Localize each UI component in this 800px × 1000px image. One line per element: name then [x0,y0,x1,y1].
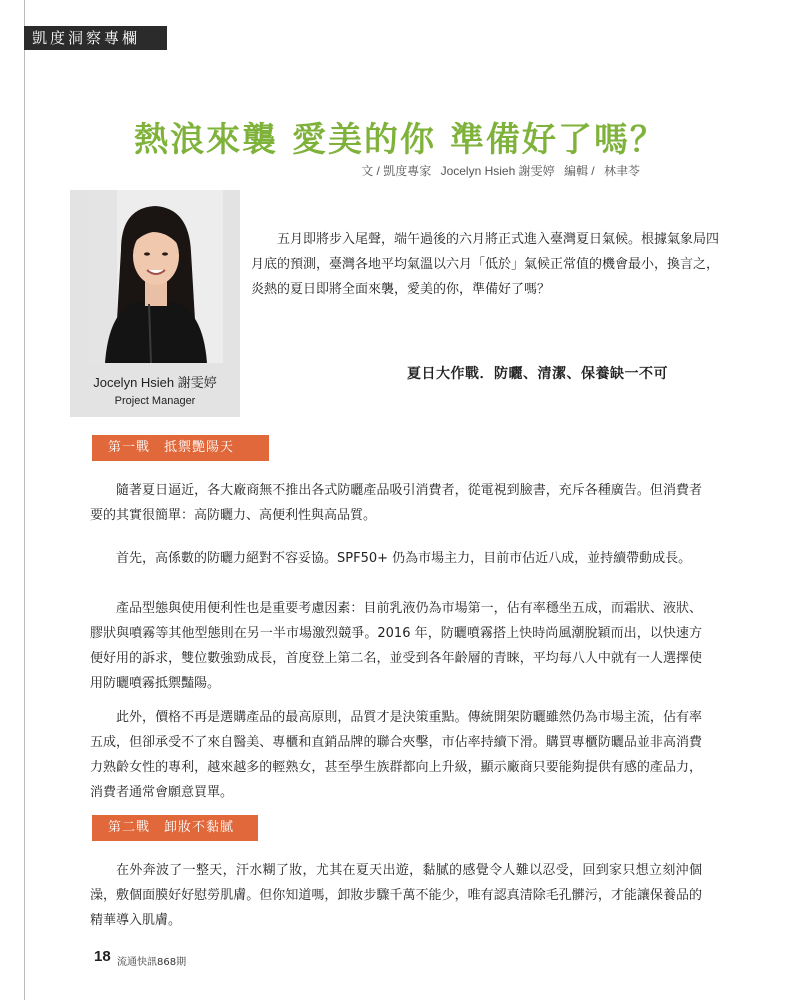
profile-name: Jocelyn Hsieh 謝雯婷 [93,375,217,390]
author-name: Jocelyn Hsieh 謝雯婷 [440,164,555,178]
author-portrait-illustration [87,190,223,363]
column-tag: 凱度洞察專欄 [24,26,167,50]
article-title: 熱浪來襲 愛美的你 準備好了嗎？ [134,120,666,160]
profile-role: Project Manager [114,395,196,407]
page-number: 18 [94,948,111,965]
section-1-paragraph-1: 隨著夏日逼近，各大廠商無不推出各式防曬產品吸引消費者，從電視到臉書，充斥各種廣告。但消費者要的其實很簡單：高防曬力、高便利性與高品質。 [90,483,702,523]
publication-name: 流通快訊868期 [117,957,187,968]
section-1-paragraph-4: 此外，價格不再是選購產品的最高原則，品質才是決策重點。傳統開架防曬雖然仍為市場主流，佔有率五成，但卻承受不了來自醫美、專櫃和直銷品牌的聯合夾擊，市佔率持續下滑。購買專櫃防曬品並非高消費力熟齡女性的專利，越來越多的輕熟女，甚至學生族群都向上升級，顯示廠商只要能夠提供有感的產品力，消費者通常會願意買單。 [90,710,702,800]
author-photo [87,190,223,363]
section-2-paragraph-1: 在外奔波了一整天，汗水糊了妝，尤其在夏天出遊，黏膩的感覺令人難以忍受，回到家只想立刻沖個澡，敷個面膜好好慰勞肌膚。但你知道嗎，卸妝步驟千萬不能少，唯有認真清除毛孔髒污，才能讓保養品的精華導入肌膚。 [90,863,702,928]
editor-label: 編輯 / [563,164,595,178]
section-subhead: 夏日大作戰．防曬、清潔、保養缺一不可 [407,366,668,382]
author-label: 文 / 凱度專家 [361,164,432,178]
editor-name: 林聿苓 [603,164,640,178]
byline [355,162,640,179]
author-profile-card [70,190,240,417]
section-1-paragraph-2: 首先，高係數的防曬力絕對不容妥協。SPF50+ 仍為市場主力，目前市佔近八成，並持續帶動成長。 [116,551,692,566]
section-1-paragraph-3: 產品型態與使用便利性也是重要考慮因素：目前乳液仍為市場第一，佔有率穩坐五成，而霜狀、液狀、膠狀與噴霧等其他型態則在另一半市場激烈競爭。2016 年，防曬噴霧搭上快時尚風潮脫穎而出，以快速方便好用的訴求，雙位數強勁成長，首度登上第二名，並受到各年齡層的青睞，平均每八人中就有一人選擇使用防曬噴霧抵禦豔陽。 [90,601,702,691]
section-2-heading: 第二戰 卸妝不黏膩 [92,815,258,841]
intro-paragraph: 五月即將步入尾聲，端午過後的六月將正式進入臺灣夏日氣候。根據氣象局四月底的預測，臺灣各地平均氣溫以六月「低於」氣候正常值的機會最小，換言之，炎熱的夏日即將全面來襲，愛美的你，準備好了嗎？ [251,232,720,297]
section-1-heading: 第一戰 抵禦艷陽天 [92,435,269,461]
